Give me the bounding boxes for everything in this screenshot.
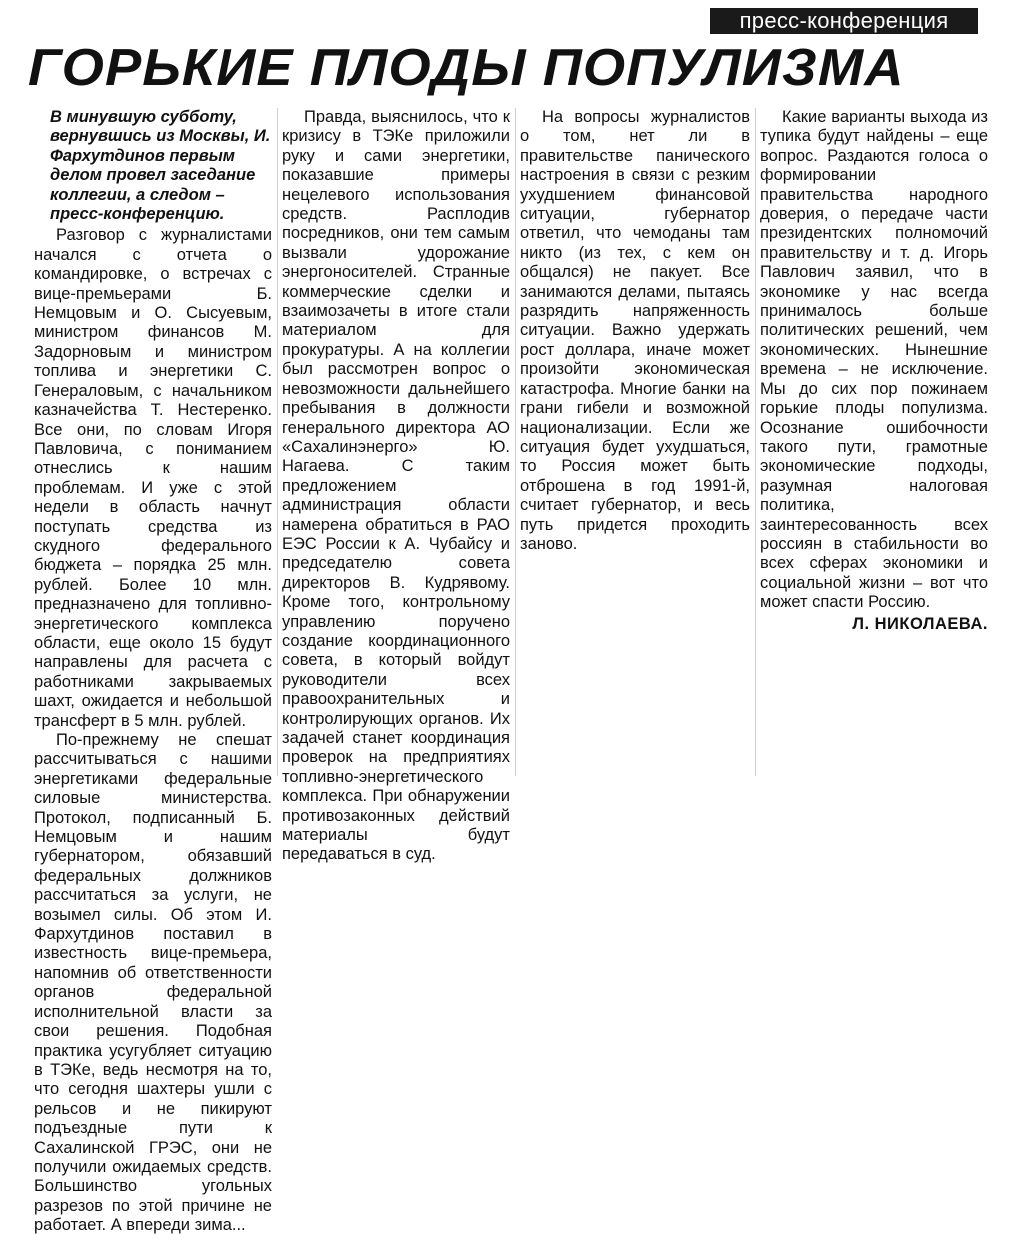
paragraph-4: На вопросы журналистов о том, нет ли в правительстве панического настроения в связи с резким ухудшением финансовой ситуации, губернатор ответил, что чемоданы там никто (из тех, с кем он общался) не пакует. Все занимаются делами, пытаясь разрядить напряженность ситуации. Важно удержать рост доллара, иначе может произойти экономическая катастрофа. Многие банки на грани гибели и возможной национализации. Если же ситуация будет ухудшаться, то Россия может быть отброшена в год 1991-й, считает губернатор, и весь путь придется проходить заново. [520, 108, 750, 553]
column-divider [277, 108, 278, 776]
column-divider [755, 108, 756, 776]
paragraph-5: Какие варианты выхода из тупика будут найдены – еще вопрос. Раздаются голоса о формировании правительства народного доверия, о передаче части президентских полномочий правительству и т. д. Игорь Павлович заявил, что в экономике у нас всегда принималось больше политических решений, чем экономических. Нынешние времена – не исключение. Мы до сих пор пожинаем горькие плоды популизма. Осознание ошибочности такого пути, грамотные экономические подходы, разумная налоговая политика, заинтересованность всех россиян в стабильности во всех сферах экономики и социальной жизни – вот что может спасти Россию. [760, 108, 988, 612]
article-column-4 [760, 108, 988, 780]
article-column-3 [520, 108, 750, 780]
article-column-1 [34, 108, 272, 1235]
article-column-2 [282, 108, 510, 864]
paragraph-3: Правда, выяснилось, что к кризису в ТЭКе приложили руку и сами энергетики, показавшие примеры нецелевого использования средств. Расплодив посредников, они тем самым вызвали удорожание энергоносителей. Странные коммерческие сделки и взаимозачеты в итоге стали материалом для прокуратуры. А на коллегии был рассмотрен вопрос о невозможности дальнейшего пребывания в должности генерального директора АО «Сахалинэнерго» Ю. Нагаева. С таким предложением администрация области намерена обратиться в РАО ЕЭС России к А. Чубайсу и председателю совета директоров В. Кудрявому. Кроме того, контрольному управлению поручено создание координационного совета, в который войдут руководители всех правоохранительных и контролирующих органов. Их задачей станет координация проверок на предприятиях топливно-энергетического комплекса. При обнаружении противозаконных действий материалы будут передаваться в суд. [282, 108, 510, 864]
column-divider [515, 108, 516, 776]
article-lead: В минувшую субботу, вернувшись из Москвы, И. Фархутдинов первым делом провел заседание коллегии, а следом – пресс-конференцию. [50, 108, 271, 224]
article-headline: ГОРЬКИЕ ПЛОДЫ ПОПУЛИЗМА [28, 39, 905, 97]
author-signature: Л. НИКОЛАЕВА. [852, 614, 988, 633]
paragraph-1: Разговор с журналистами начался с отчета о командировке, о встречах с вице-премьерами Б. Немцовым и О. Сысуевым, министром финансов М. Задорновым и министром топлива и энергетики С. Генераловым, с начальником казначейства Т. Нестеренко. Все они, по словам Игоря Павловича, с пониманием отнеслись к нашим проблемам. И уже с этой недели в область начнут поступать средства из скудного федерального бюджета – порядка 25 млн. рублей. Более 10 млн. предназначено для топливно-энергетического комплекса области, еще около 15 будут направлены для расчета с работниками закрываемых шахт, ожидается и небольшой трансферт в 5 млн. рублей. [34, 226, 272, 730]
rubric-label: пресс-конференция [710, 8, 978, 34]
paragraph-2: По-прежнему не спешат рассчитываться с нашими энергетиками федеральные силовые министерства. Протокол, подписанный Б. Немцовым и нашим губернатором, обязавший федеральных должников рассчитаться за услуги, не возымел силы. Об этом И. Фархутдинов поставил в известность вице-премьера, напомнив об ответственности органов федеральной исполнительной власти за свои решения. Подобная практика усугубляет ситуацию в ТЭКе, ведь несмотря на то, что сегодня шахтеры ушли с рельсов и не пикируют подъездные пути к Сахалинской ГРЭС, они не получили ожидаемых средств. Большинство угольных разрезов по этой причине не работает. А впереди зима... [34, 731, 272, 1235]
